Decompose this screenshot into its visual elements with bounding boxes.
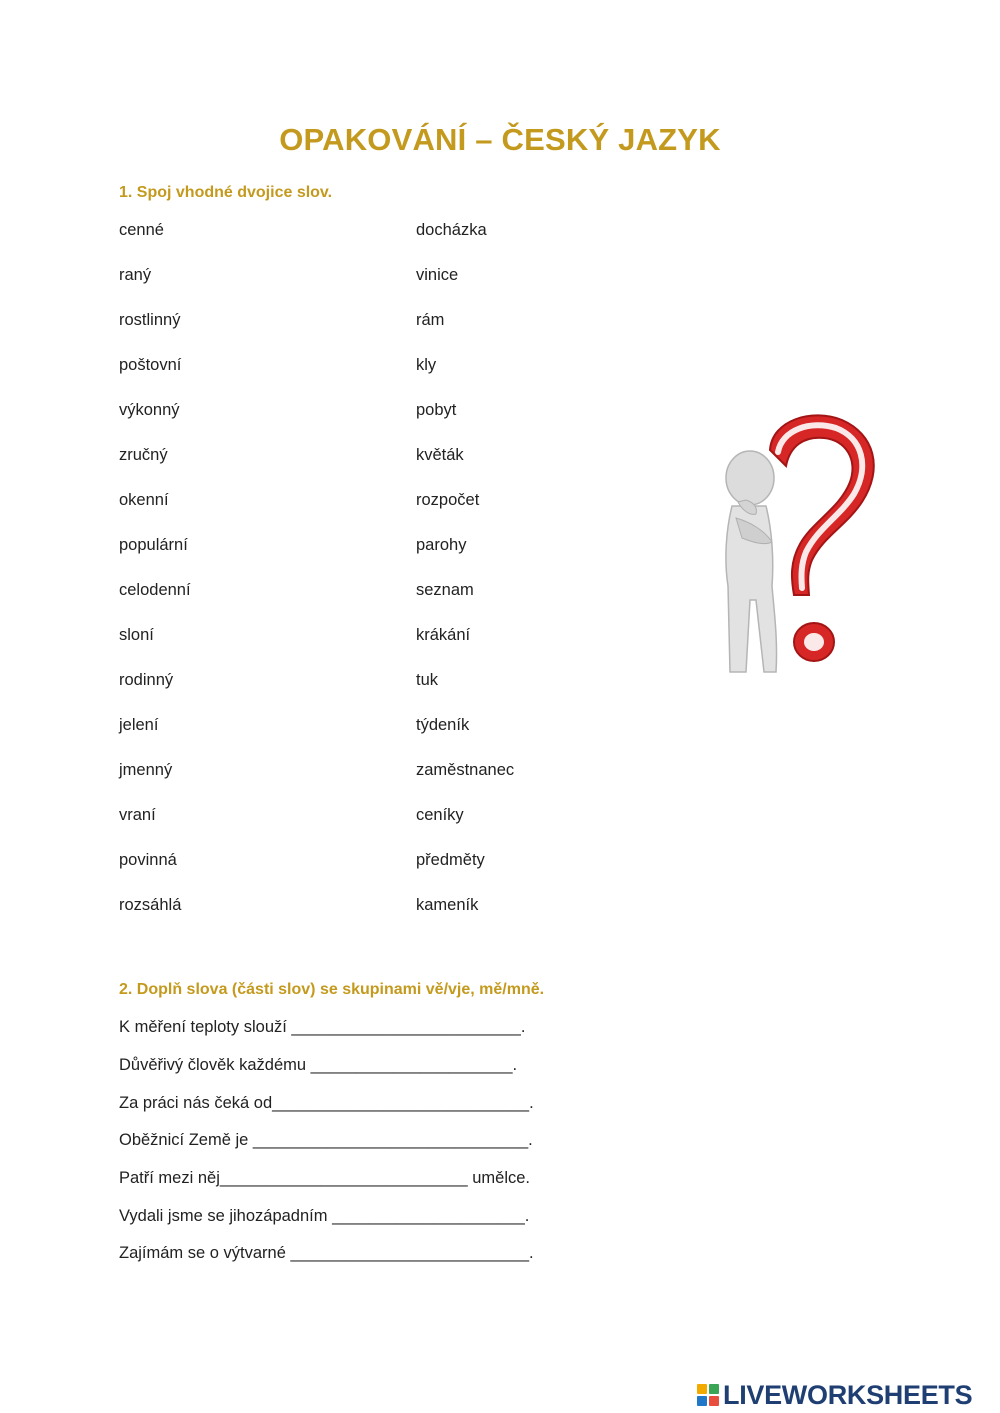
left-word: rostlinný: [119, 311, 181, 329]
right-word: kameník: [416, 896, 479, 914]
liveworksheets-logo: [697, 1378, 972, 1412]
exercise-2-heading: 2. Doplň slova (části slov) se skupinami vě/vje, mě/mně.: [119, 981, 545, 998]
left-word: výkonný: [119, 401, 180, 419]
right-word: zaměstnanec: [416, 761, 515, 779]
right-word: tuk: [416, 671, 439, 689]
left-word: jelení: [119, 716, 159, 734]
right-word: ceníky: [416, 806, 464, 824]
fill-in-sentence: Zajímám se o výtvarné __________________________.: [119, 1244, 534, 1262]
left-word: zručný: [119, 446, 168, 464]
left-word: povinná: [119, 851, 177, 869]
left-word: cenné: [119, 221, 164, 239]
fill-in-sentence: Patří mezi něj___________________________ umělce.: [119, 1169, 530, 1187]
right-word: parohy: [416, 536, 467, 554]
exercise-1-heading: 1. Spoj vhodné dvojice slov.: [119, 184, 333, 201]
thinking-figure-question-mark-icon: [712, 410, 892, 685]
logo-blocks-icon: [697, 1384, 719, 1406]
left-word: sloní: [119, 626, 154, 644]
right-word: vinice: [416, 266, 459, 284]
left-word: raný: [119, 266, 152, 284]
right-word: týdeník: [416, 716, 470, 734]
right-word: krákání: [416, 626, 471, 644]
right-word: rám: [416, 311, 445, 329]
left-word: populární: [119, 536, 188, 554]
fill-in-sentence: K měření teploty slouží _________________________.: [119, 1018, 526, 1036]
right-word: docházka: [416, 221, 487, 239]
left-word: rozsáhlá: [119, 896, 182, 914]
left-word: poštovní: [119, 356, 182, 374]
left-word: okenní: [119, 491, 169, 509]
left-word: jmenný: [119, 761, 173, 779]
right-word: pobyt: [416, 401, 457, 419]
left-word: vraní: [119, 806, 156, 824]
fill-in-sentence: Oběžnicí Země je ______________________________.: [119, 1131, 533, 1149]
left-word: rodinný: [119, 671, 174, 689]
fill-in-sentence: Za práci nás čeká od____________________________.: [119, 1094, 534, 1112]
right-word: předměty: [416, 851, 485, 869]
right-word: kly: [416, 356, 437, 374]
fill-in-sentence: Důvěřivý člověk každému ______________________.: [119, 1056, 518, 1074]
right-word: květák: [416, 446, 464, 464]
left-word: celodenní: [119, 581, 191, 599]
fill-in-sentence: Vydali jsme se jihozápadním _____________________.: [119, 1207, 530, 1225]
logo-text: LIVEWORKSHEETS: [723, 1379, 973, 1410]
page-title: OPAKOVÁNÍ – ČESKÝ JAZYK: [279, 122, 721, 157]
right-word: seznam: [416, 581, 474, 599]
right-word: rozpočet: [416, 491, 480, 509]
